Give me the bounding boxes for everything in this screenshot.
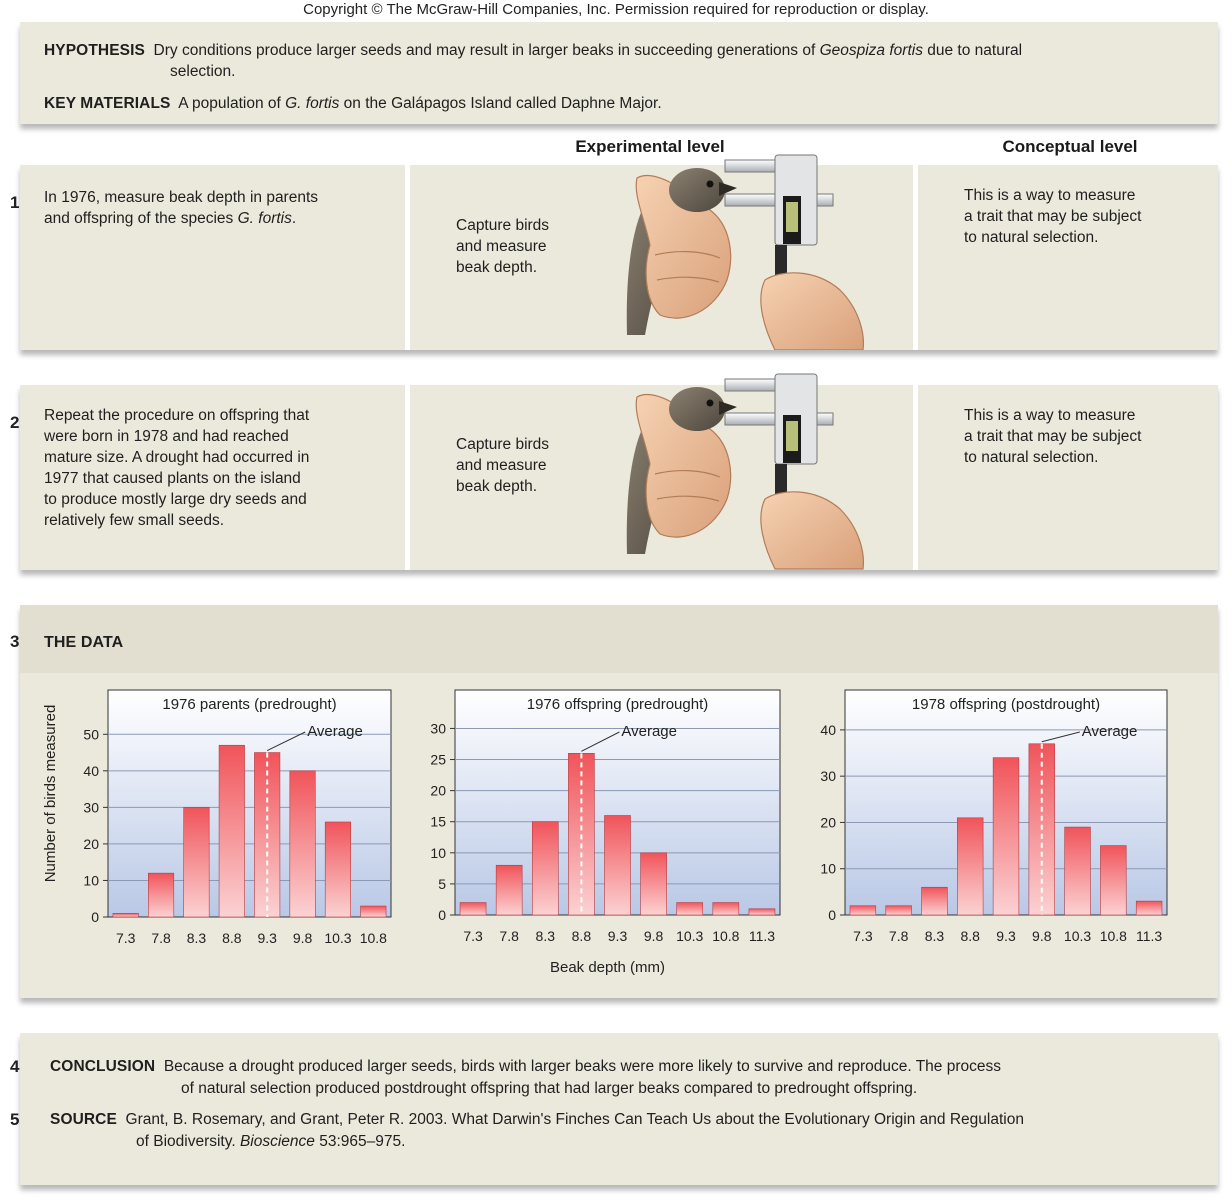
bar [460, 903, 486, 915]
step-2-experimental-text: Capture birds and measure beak depth. [456, 436, 550, 495]
bar [749, 909, 775, 915]
step-1-conceptual-text: This is a way to measure a trait that may be subject to natural selection. [964, 187, 1142, 246]
step-4-number: 4 [10, 1057, 20, 1076]
chart-title: 1976 offspring (predrought) [526, 696, 709, 713]
hypothesis-label: HYPOTHESIS [44, 42, 145, 59]
x-tick-label: 7.8 [888, 928, 909, 944]
x-tick-label: 8.3 [186, 930, 207, 946]
bar [1136, 901, 1162, 915]
conclusion-label: CONCLUSION [50, 1058, 156, 1075]
source-label: SOURCE [50, 1111, 117, 1128]
average-label: Average [621, 723, 677, 740]
step-2-conceptual-text: This is a way to measure a trait that may be subject to natural selection. [964, 407, 1142, 466]
y-tick-label: 20 [820, 814, 836, 831]
bar [219, 745, 244, 917]
step-1-experimental-text: Capture birds and measure beak depth. [456, 217, 550, 276]
bar [641, 853, 667, 915]
y-tick-label: 0 [91, 909, 99, 925]
bar [148, 873, 173, 917]
bar [677, 903, 703, 915]
step-2-number: 2 [10, 413, 20, 432]
step-2-description: Repeat the procedure on offspring that were born in 1978 and had reached mature size. A drought had occurred in 1977 that caused plants on the island to produce mostly large dry seeds and relatively few small seeds. [44, 407, 310, 529]
y-tick-label: 50 [83, 726, 99, 743]
x-tick-label: 9.8 [292, 930, 313, 946]
x-axis-label: Beak depth (mm) [549, 959, 666, 976]
step-1-number: 1 [10, 193, 20, 212]
bar [290, 771, 315, 917]
experimental-level-heading: Experimental level [575, 137, 725, 156]
x-tick-label: 8.3 [924, 928, 945, 944]
conclusion-text: CONCLUSION Because a drought produced larger seeds, birds with larger beaks were more likely to survive and reproduce. The process [50, 1058, 1001, 1075]
y-axis-label: Number of birds measured [42, 704, 59, 883]
x-tick-label: 10.3 [1063, 928, 1092, 944]
chart-title: 1976 parents (predrought) [162, 696, 337, 713]
histogram-1976-offspring [410, 680, 810, 980]
x-tick-label: 7.3 [853, 928, 873, 944]
histogram-1978-offspring [800, 680, 1200, 955]
y-tick-label: 10 [820, 860, 836, 877]
conclusion-panel [20, 1033, 1218, 1185]
x-tick-label: 10.3 [676, 928, 704, 944]
key-materials-label: KEY MATERIALS [44, 95, 171, 112]
conceptual-level-heading: Conceptual level [1002, 137, 1138, 156]
x-tick-label: 9.3 [996, 928, 1016, 944]
y-tick-label: 30 [820, 768, 836, 785]
source-text: SOURCE Grant, B. Rosemary, and Grant, Peter R. 2003. What Darwin's Finches Can Teach Us about the Evolutionary Origin and Regulation [50, 1111, 1024, 1128]
step-1-description: In 1976, measure beak depth in parents and offspring of the species G. fortis. [44, 189, 319, 227]
x-tick-label: 9.8 [1032, 928, 1052, 944]
x-tick-label: 7.3 [115, 930, 136, 946]
key-materials-text: KEY MATERIALS A population of G. fortis on the Galápagos Island called Daphne Major. [44, 95, 662, 112]
data-section-label: THE DATA [44, 634, 124, 651]
x-tick-label: 8.8 [960, 928, 980, 944]
x-tick-label: 8.8 [571, 928, 592, 944]
y-tick-label: 20 [430, 782, 446, 799]
bar [713, 903, 739, 915]
x-tick-label: 7.8 [499, 928, 519, 944]
x-tick-label: 10.3 [324, 930, 352, 946]
bar [886, 906, 912, 915]
x-tick-label: 7.3 [463, 928, 483, 944]
y-tick-label: 40 [820, 721, 836, 738]
bar [1100, 846, 1126, 915]
bar [922, 887, 948, 915]
bar [957, 818, 983, 915]
bird-caliper-icon [615, 150, 885, 350]
bird-caliper-icon [615, 368, 885, 570]
bar [850, 906, 876, 915]
journal-name: Bioscience [239, 1133, 315, 1150]
histogram-1976-parents [30, 680, 400, 955]
x-tick-label: 10.8 [712, 928, 740, 944]
hypothesis-text: HYPOTHESIS Dry conditions produce larger seeds and may result in larger beaks in succeeding generations of Geospiza fortis due to natural [44, 42, 1023, 59]
bar [325, 822, 350, 917]
x-tick-label: 9.3 [607, 928, 628, 944]
x-tick-label: 10.8 [359, 930, 387, 946]
species-name: Geospiza fortis [819, 42, 923, 59]
bar [496, 865, 522, 915]
bar [113, 913, 138, 917]
x-tick-label: 11.3 [1136, 928, 1163, 944]
bar [993, 758, 1019, 915]
x-tick-label: 9.3 [257, 930, 277, 946]
x-tick-label: 8.3 [535, 928, 556, 944]
bar [532, 822, 558, 915]
x-tick-label: 9.8 [643, 928, 664, 944]
bar [605, 816, 631, 916]
conclusion-line2: of natural selection produced postdrought offspring that had larger beaks compared to predrought offspring. [181, 1080, 918, 1097]
step-5-number: 5 [10, 1110, 20, 1129]
y-tick-label: 30 [83, 799, 99, 816]
y-tick-label: 20 [83, 835, 99, 852]
source-line2: of Biodiversity. Bioscience 53:965–975. [136, 1133, 406, 1150]
hypothesis-line2: selection. [170, 63, 236, 80]
x-tick-label: 8.8 [222, 930, 242, 946]
y-tick-label: 0 [438, 907, 446, 923]
average-label: Average [1081, 723, 1138, 740]
y-tick-label: 5 [438, 875, 446, 892]
y-tick-label: 40 [83, 762, 99, 779]
x-tick-label: 7.8 [151, 930, 171, 946]
bar [361, 906, 386, 917]
copyright-notice: Copyright © The McGraw-Hill Companies, Inc. Permission required for reproduction or display. [303, 1, 929, 18]
y-tick-label: 25 [430, 751, 446, 768]
y-tick-label: 15 [430, 813, 446, 830]
step-3-number: 3 [10, 632, 20, 651]
y-tick-label: 10 [430, 844, 446, 861]
bar [1065, 827, 1091, 915]
bar [184, 807, 209, 917]
y-tick-label: 0 [828, 907, 836, 923]
y-tick-label: 30 [430, 720, 446, 737]
y-tick-label: 10 [83, 872, 99, 889]
average-label: Average [307, 723, 363, 740]
hypothesis-panel [20, 22, 1218, 124]
x-tick-label: 10.8 [1099, 928, 1127, 944]
x-tick-label: 11.3 [748, 928, 776, 944]
chart-title: 1978 offspring (postdrought) [911, 696, 1101, 713]
